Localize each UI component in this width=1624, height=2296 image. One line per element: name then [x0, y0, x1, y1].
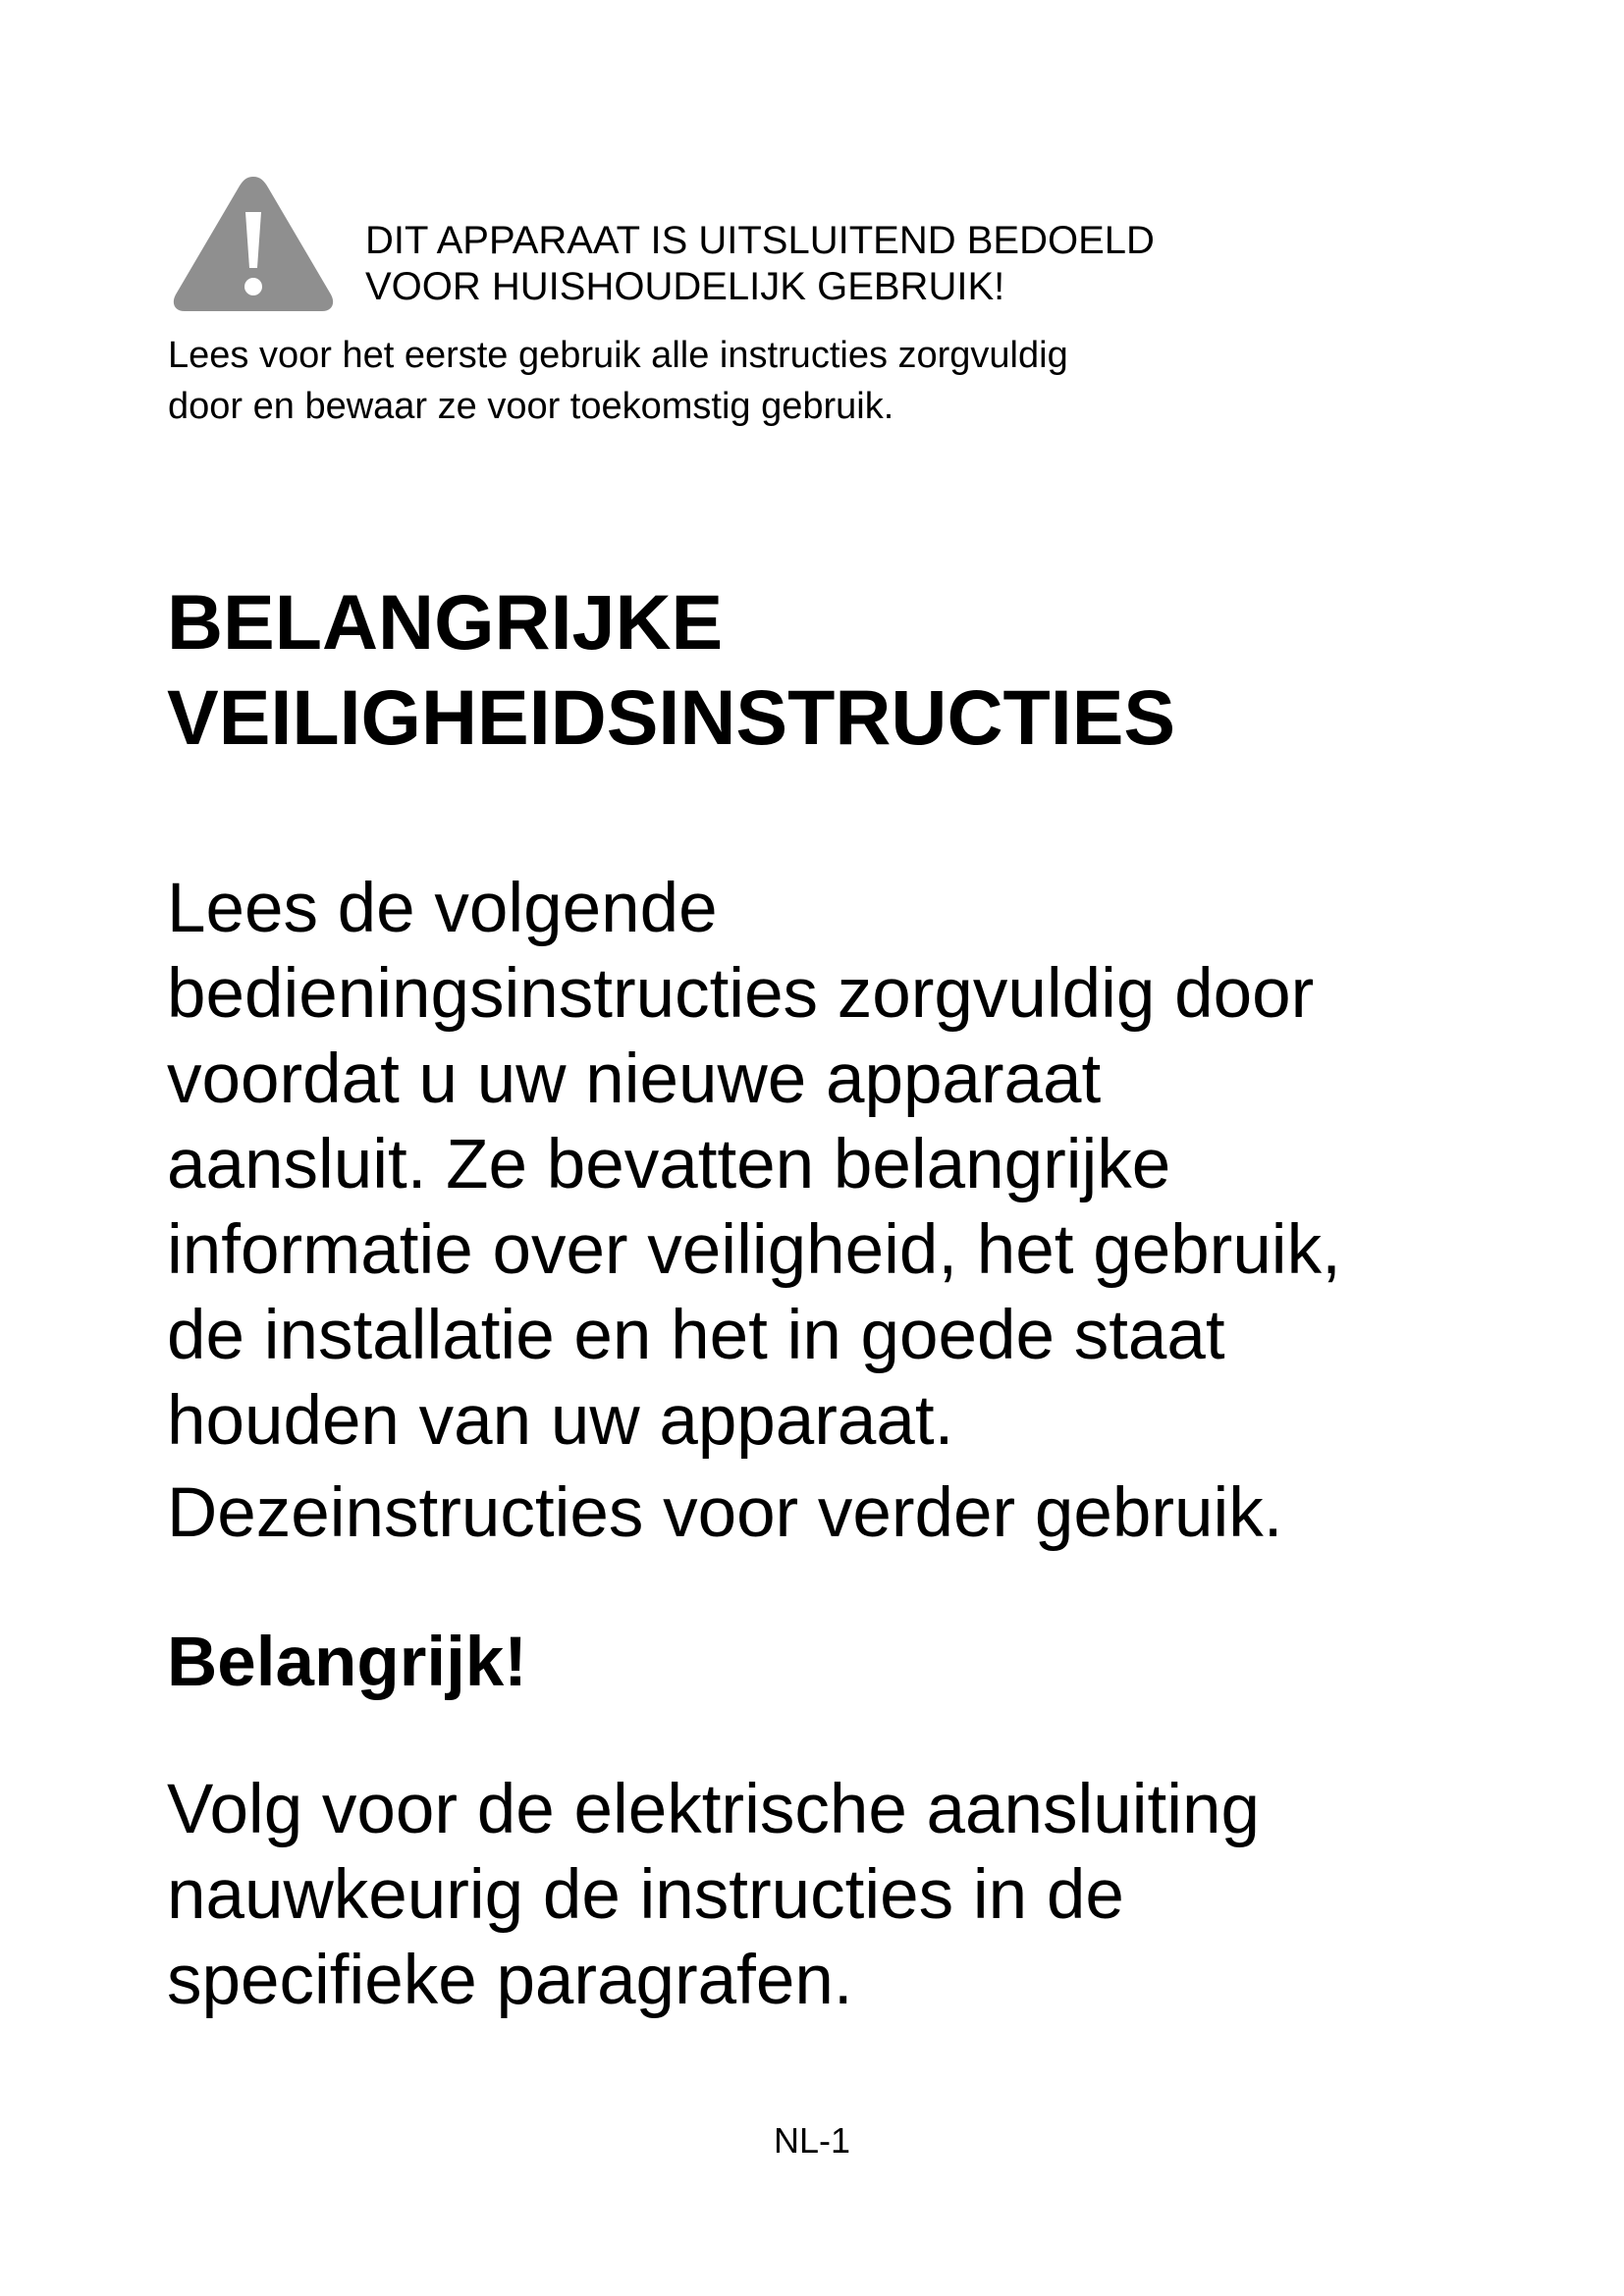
intro-line: aansluit. Ze bevatten belangrijke — [167, 1126, 1171, 1203]
electric-connection-paragraph — [167, 1767, 1260, 2023]
warning-title-line: VOOR HUISHOUDELIJK GEBRUIK! — [365, 265, 1005, 308]
page-title — [167, 574, 1175, 765]
page-number: NL-1 — [773, 2120, 851, 2161]
warning-title-line: DIT APPARAAT IS UITSLUITEND BEDOELD — [365, 219, 1155, 262]
intro-line: houden van uw apparaat. — [167, 1382, 954, 1460]
warning-note-line: Lees voor het eerste gebruik alle instructies zorgvuldig — [168, 335, 1068, 376]
page-title-line: VEILIGHEIDSINSTRUCTIES — [167, 673, 1176, 761]
electric-line: nauwkeurig de instructies in de — [167, 1856, 1124, 1934]
important-heading: Belangrijk! — [167, 1624, 527, 1701]
page-title-line: BELANGRIJKE — [167, 578, 724, 666]
warning-note — [168, 330, 1068, 432]
intro-paragraph — [167, 866, 1341, 1464]
intro-line: informatie over veiligheid, het gebruik, — [167, 1211, 1341, 1289]
intro-line: voordat u uw nieuwe apparaat — [167, 1041, 1102, 1118]
keep-instructions-paragraph: Dezeinstructies voor verder gebruik. — [167, 1474, 1283, 1552]
warning-note-line: door en bewaar ze voor toekomstig gebruik. — [168, 386, 894, 427]
electric-line: specifieke paragrafen. — [167, 1942, 853, 2019]
warning-title — [365, 218, 1155, 310]
warning-triangle-icon — [170, 173, 337, 315]
intro-line: de installatie en het in goede staat — [167, 1297, 1225, 1374]
intro-line: Lees de volgende — [167, 870, 718, 947]
intro-line: bedieningsinstructies zorgvuldig door — [167, 955, 1315, 1033]
electric-line: Volg voor de elektrische aansluiting — [167, 1771, 1261, 1848]
